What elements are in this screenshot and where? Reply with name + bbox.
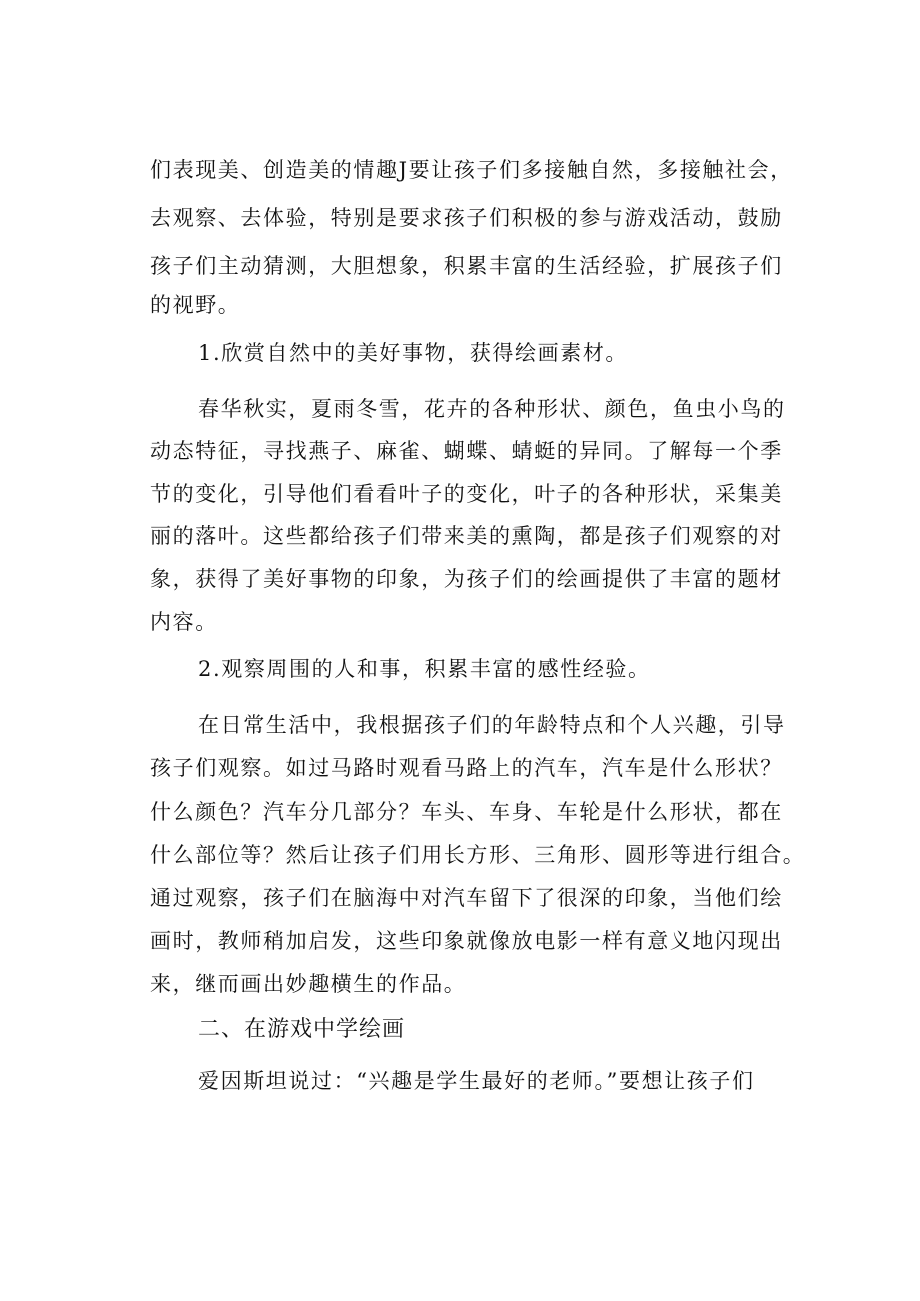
section-heading: 二、在游戏中学绘画 — [198, 1017, 406, 1042]
paragraph-line: 动态特征，寻找燕子、麻雀、蝴蝶、蜻蜓的异同。了解每一个季 — [150, 439, 783, 463]
paragraph-line: 通过观察，孩子们在脑海中对汽车留下了很深的印象，当他们绘 — [150, 886, 783, 910]
paragraph-line: 在日常生活中，我根据孩子们的年龄特点和个人兴趣，引导 — [198, 713, 786, 737]
paragraph-line: 内容。 — [150, 610, 218, 634]
paragraph-line: 画时，教师稍加启发，这些印象就像放电影一样有意义地闪现出 — [150, 929, 783, 953]
paragraph-line: 春华秋实，夏雨冬雪，花卉的各种形状、颜色，鱼虫小鸟的 — [198, 397, 786, 421]
paragraph-line: 象，获得了美好事物的印象，为孩子们的绘画提供了丰富的题材 — [150, 567, 783, 591]
list-item-heading: 1.欣赏自然中的美好事物，获得绘画素材。 — [198, 341, 629, 365]
paragraph-line: 去观察、去体验，特别是要求孩子们积极的参与游戏活动，鼓励 — [150, 206, 783, 230]
paragraph-line: 什么部位等？然后让孩子们用长方形、三角形、圆形等进行组合。 — [150, 843, 806, 867]
paragraph-line: 丽的落叶。这些都给孩子们带来美的熏陶，都是孩子们观察的对 — [150, 524, 783, 548]
list-item-heading: 2.观察周围的人和事，积累丰富的感性经验。 — [198, 657, 651, 681]
paragraph-line: 爱因斯坦说过：“兴趣是学生最好的老师。”要想让孩子们 — [198, 1069, 755, 1093]
paragraph-line: 们表现美、创造美的情趣J要让孩子们多接触自然，多接触社会， — [150, 158, 793, 182]
paragraph-line: 的视野。 — [150, 293, 241, 317]
paragraph-line: 什么颜色？汽车分几部分？车头、车身、车轮是什么形状，都在 — [150, 800, 783, 824]
paragraph-line: 孩子们主动猜测，大胆想象，积累丰富的生活经验，扩展孩子们 — [150, 254, 783, 278]
paragraph-line: 来，继而画出妙趣横生的作品。 — [150, 972, 467, 996]
paragraph-line: 节的变化，引导他们看看叶子的变化，叶子的各种形状，采集美 — [150, 482, 783, 506]
paragraph-line: 孩子们观察。如过马路时观看马路上的汽车，汽车是什么形状？ — [150, 756, 783, 780]
